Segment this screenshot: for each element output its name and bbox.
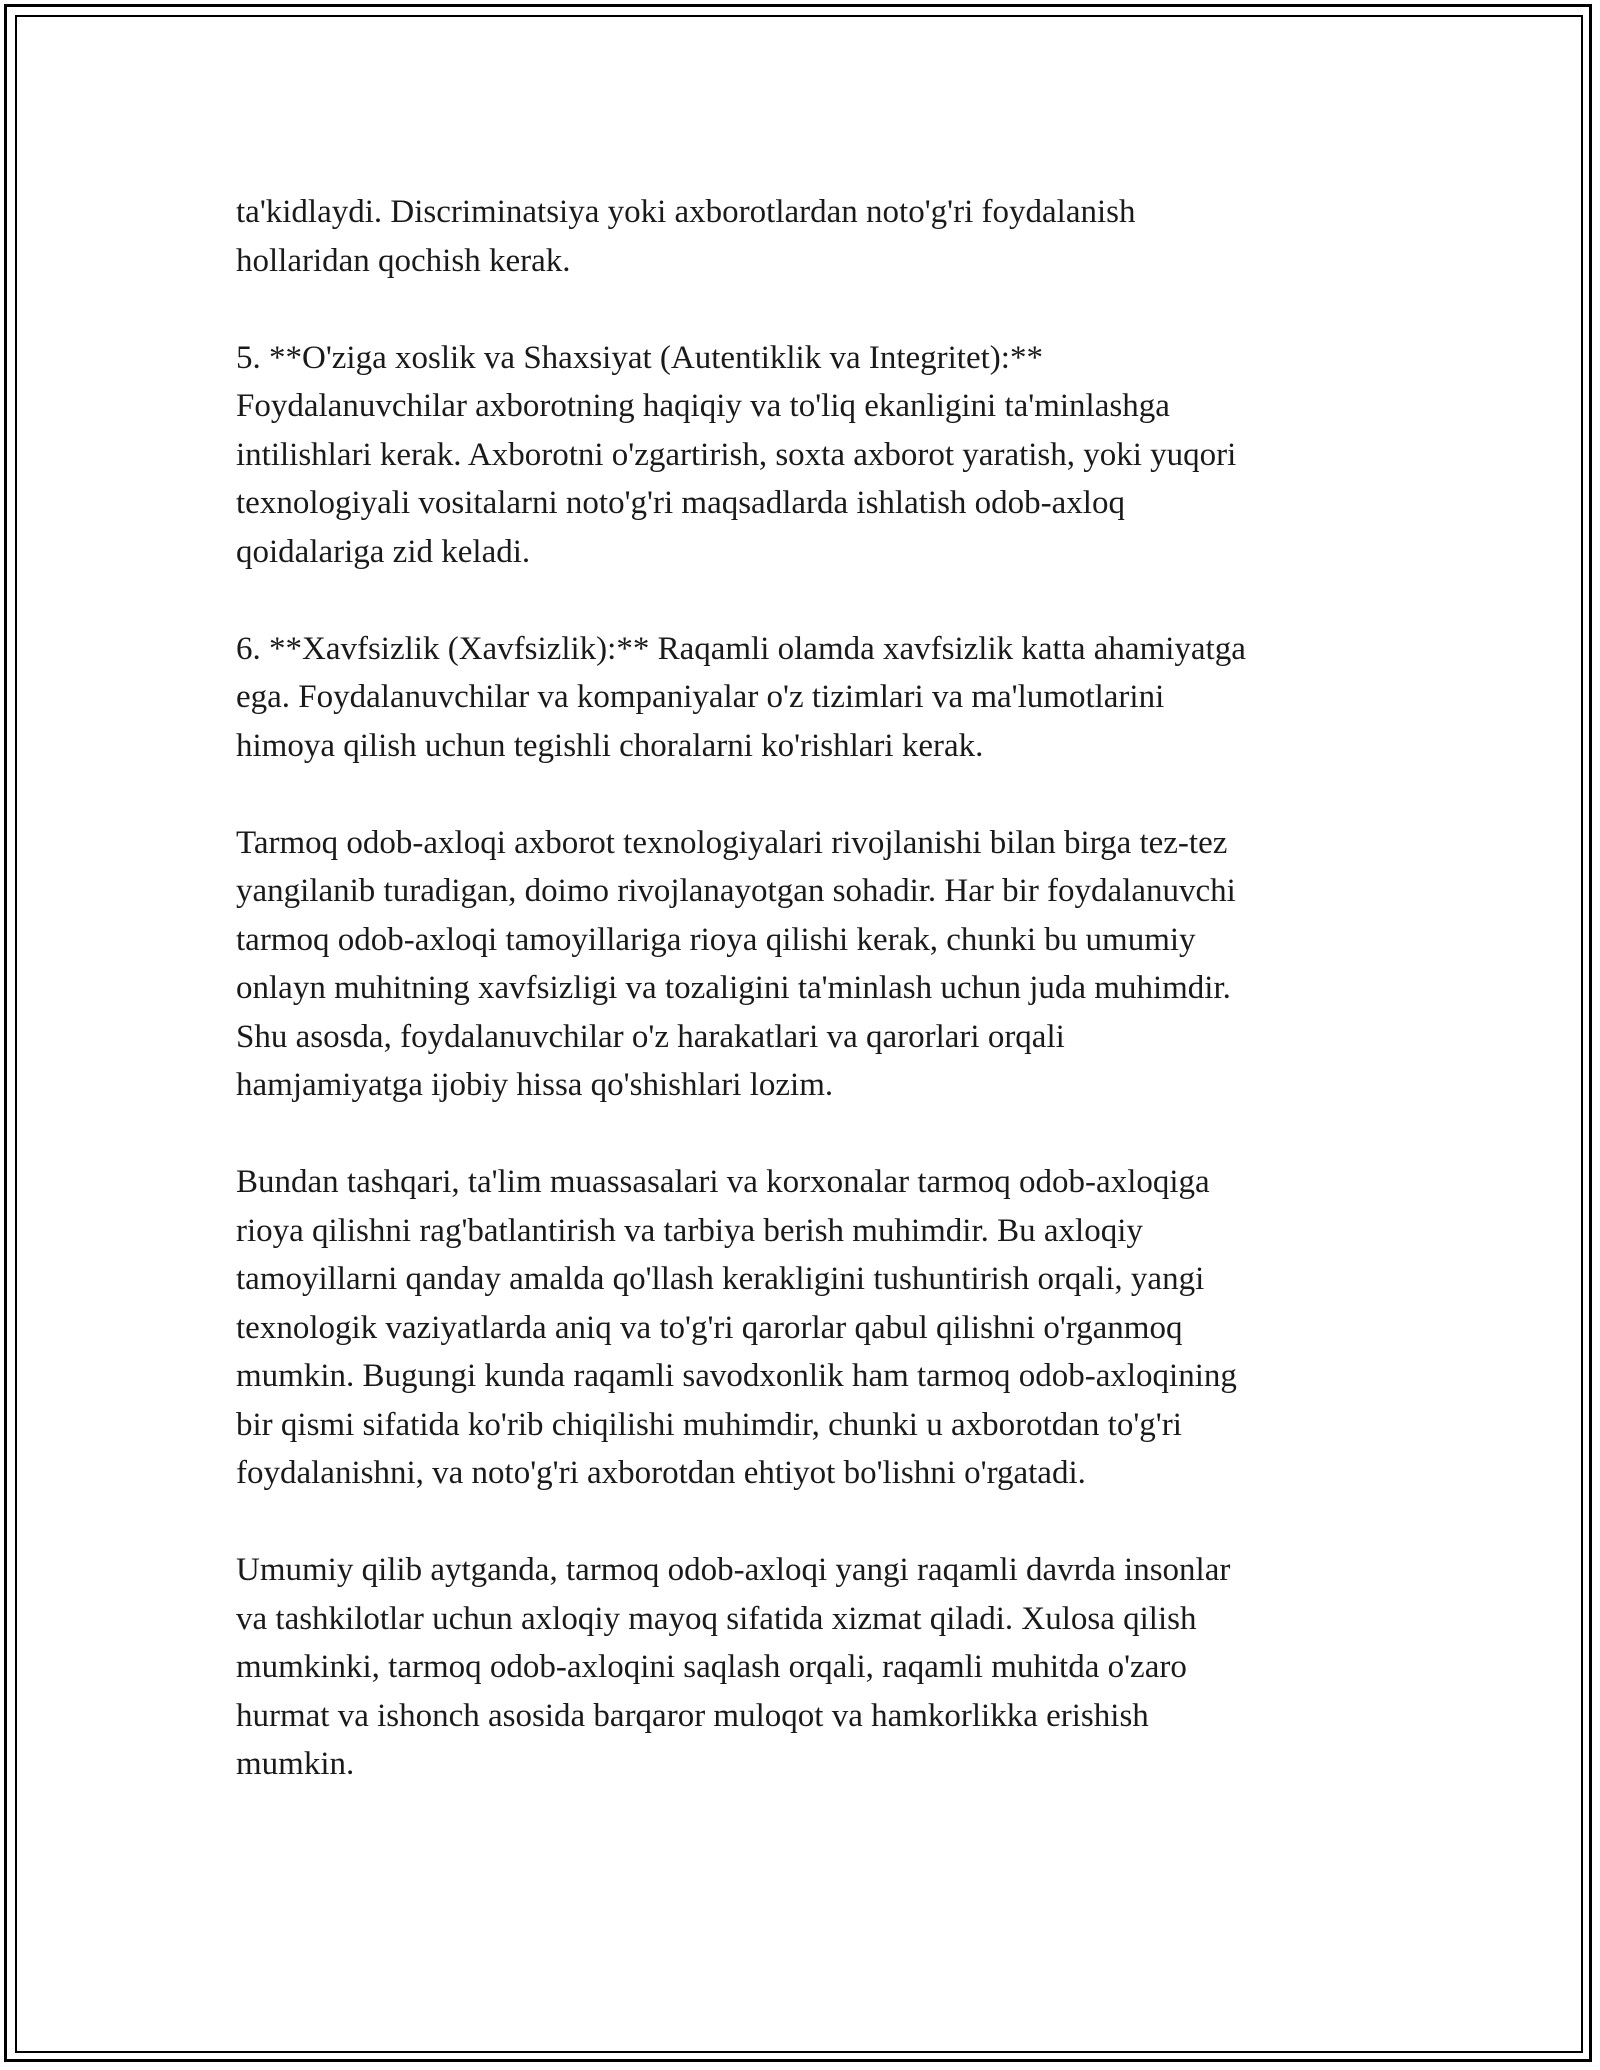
text-line: hollaridan qochish kerak.: [236, 242, 571, 279]
text-line: 6. **Xavfsizlik (Xavfsizlik):** Raqamli olamda xavfsizlik katta ahamiyatga: [236, 630, 1246, 667]
text-line: onlayn muhitning xavfsizligi va tozaligini ta'minlash uchun juda muhimdir.: [236, 970, 1231, 1006]
list-item-5-authenticity: [236, 334, 1386, 577]
text-line: Foydalanuvchilar axborotning haqiqiy va to'liq ekanligini ta'minlashga: [236, 388, 1170, 424]
text-line: mumkin.: [236, 1746, 355, 1782]
text-line: texnologiyali vositalarni noto'g'ri maqsadlarda ishlatish odob-axloq: [236, 485, 1125, 521]
text-line: Bundan tashqari, ta'lim muassasalari va korxonalar tarmoq odob-axloqiga: [236, 1164, 1210, 1200]
document-body: [236, 188, 1386, 1837]
text-line: mumkinki, tarmoq odob-axloqini saqlash orqali, raqamli muhitda o'zaro: [236, 1649, 1187, 1685]
text-line: ega. Foydalanuvchilar va kompaniyalar o'z tizimlari va ma'lumotlarini: [236, 679, 1165, 715]
text-line: qoidalariga zid keladi.: [236, 533, 531, 570]
text-line: foydalanishni, va noto'g'ri axborotdan ehtiyot bo'lishni o'rgatadi.: [236, 1455, 1086, 1491]
text-line: rioya qilishni rag'batlantirish va tarbiya berish muhimdir. Bu axloqiy: [236, 1212, 1143, 1249]
text-line: hamjamiyatga ijobiy hissa qo'shishlari lozim.: [236, 1067, 834, 1103]
paragraph-education: [236, 1158, 1386, 1498]
text-line: intilishlari kerak. Axborotni o'zgartirish, soxta axborot yaratish, yoki yuqori: [236, 436, 1237, 473]
text-line: ta'kidlaydi. Discriminatsiya yoki axborotlardan noto'g'ri foydalanish: [236, 194, 1136, 230]
text-line: himoya qilish uchun tegishli choralarni ko'rishlari kerak.: [236, 727, 984, 764]
text-line: mumkin. Bugungi kunda raqamli savodxonlik ham tarmoq odob-axloqining: [236, 1358, 1237, 1394]
text-line: hurmat va ishonch asosida barqaror muloqot va hamkorlikka erishish: [236, 1697, 1149, 1734]
text-line: bir qismi sifatida ko'rib chiqilishi muhimdir, chunki u axborotdan to'g'ri: [236, 1406, 1182, 1443]
text-line: Shu asosda, foydalanuvchilar o'z harakatlari va qarorlari orqali: [236, 1018, 1065, 1055]
text-line: tamoyillarni qanday amalda qo'llash kerakligini tushuntirish orqali, yangi: [236, 1261, 1205, 1297]
text-line: tarmoq odob-axloqi tamoyillariga rioya qilishi kerak, chunki bu umumiy: [236, 921, 1196, 958]
paragraph-network-ethics: [236, 819, 1386, 1110]
text-line: 5. **O'ziga xoslik va Shaxsiyat (Autentiklik va Integritet):**: [236, 339, 1043, 376]
list-item-6-security: [236, 625, 1386, 771]
paragraph-continuation: [236, 188, 1386, 285]
text-line: Umumiy qilib aytganda, tarmoq odob-axloqi yangi raqamli davrda insonlar: [236, 1552, 1231, 1588]
text-line: texnologik vaziyatlarda aniq va to'g'ri qarorlar qabul qilishni o'rganmoq: [236, 1309, 1183, 1346]
paragraph-conclusion: [236, 1546, 1386, 1789]
text-line: va tashkilotlar uchun axloqiy mayoq sifatida xizmat qiladi. Xulosa qilish: [236, 1600, 1197, 1637]
text-line: yangilanib turadigan, doimo rivojlanayotgan sohadir. Har bir foydalanuvchi: [236, 873, 1236, 909]
text-line: Tarmoq odob-axloqi axborot texnologiyalari rivojlanishi bilan birga tez-tez: [236, 824, 1228, 861]
